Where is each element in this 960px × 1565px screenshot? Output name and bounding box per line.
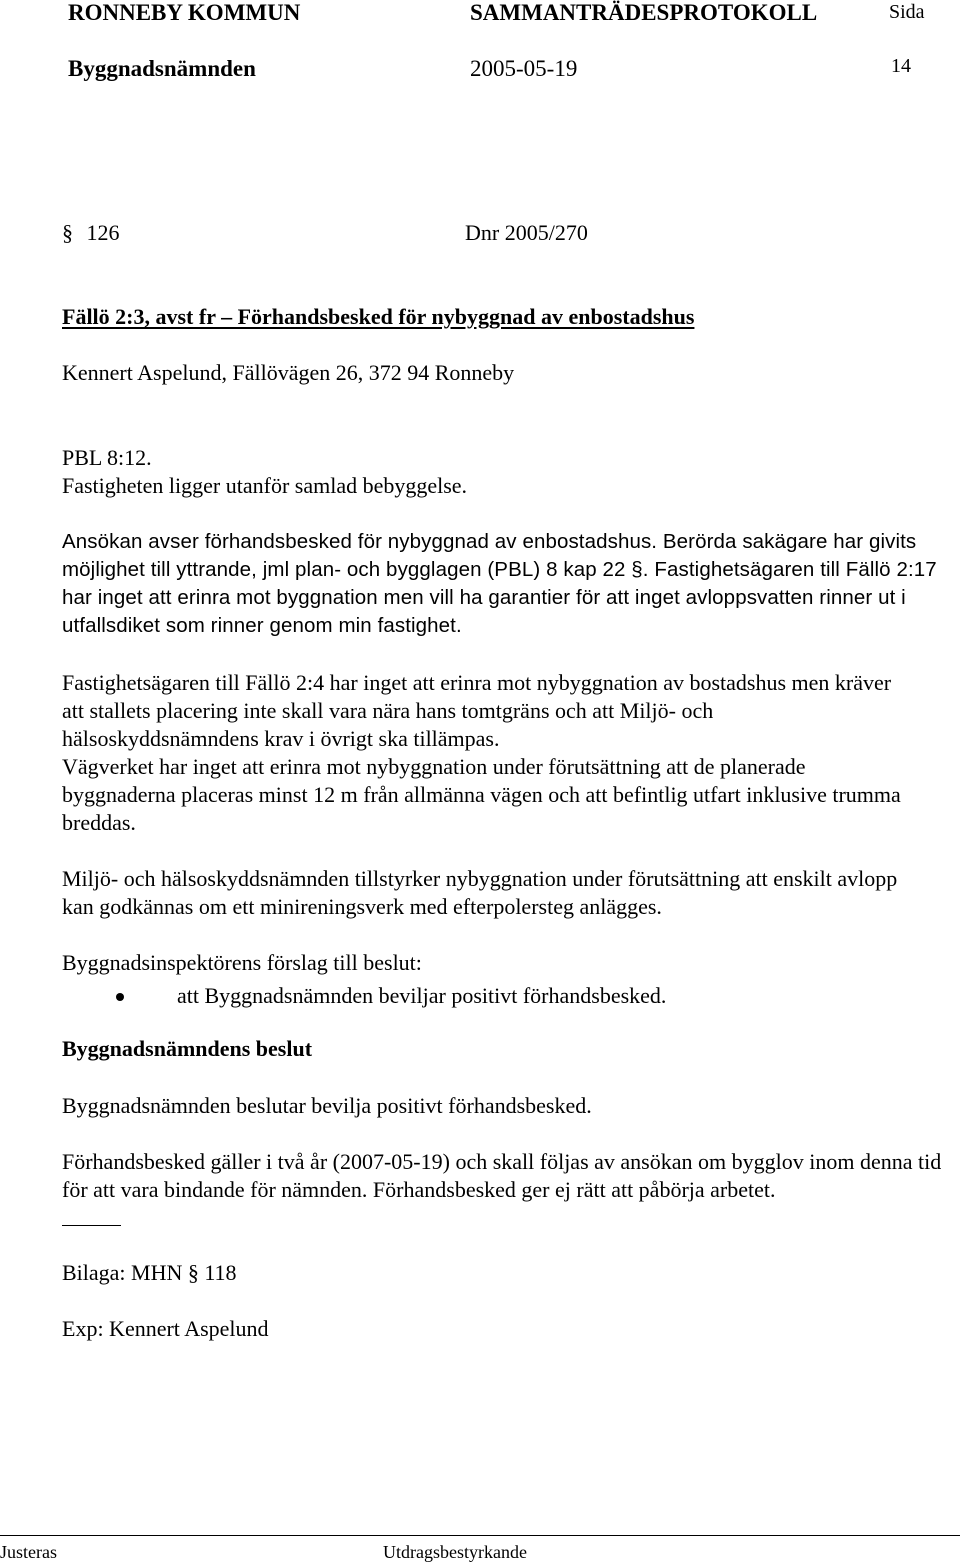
item-title: Fällö 2:3, avst fr – Förhandsbesked för nybyggnad av enbostadshus (62, 304, 695, 329)
bullet-icon (116, 993, 124, 1001)
page-label: Sida (889, 1, 925, 23)
separator-line (62, 1225, 121, 1226)
page-number: 14 (891, 55, 911, 77)
footer-rule (0, 1535, 960, 1536)
item-number-line (62, 220, 120, 246)
proposal-heading: Byggnadsinspektörens förslag till beslut: (62, 950, 422, 975)
environment-committee-statement: Miljö- och hälsoskyddsnämnden tillstyrker nybyggnation under förutsättning att enskilt avlopp kan godkännas om ett minireningsverk med efterpolersteg anlägges. (62, 866, 898, 919)
section-sign: § (62, 220, 73, 245)
property-location: Fastigheten ligger utanför samlad bebyggelse. (62, 473, 468, 498)
road-authority-statement: Vägverket har inget att erinra mot nybyggnation under förutsättning att de planerade byggnaderna placeras minst 12 m från allmänna vägen och att befintlig utfart inklusive trumma breddas. (62, 754, 901, 835)
attachment-reference: Bilaga: MHN § 118 (62, 1260, 237, 1285)
decision-text: Byggnadsnämnden beslutar bevilja positivt förhandsbesked. (62, 1093, 592, 1118)
validity-paragraph: Förhandsbesked gäller i två år (2007-05-19) och skall följas av ansökan om bygglov inom denna tid för att vara bindande för nämnden. Förhandsbesked ger ej rätt att påbörja arbetet. (62, 1149, 942, 1202)
proposal-item: att Byggnadsnämnden beviljar positivt förhandsbesked. (177, 983, 667, 1008)
document-type: SAMMANTRÄDESPROTOKOLL (470, 0, 818, 25)
dispatch-recipient: Exp: Kennert Aspelund (62, 1316, 269, 1341)
applicant: Kennert Aspelund, Fällövägen 26, 372 94 Ronneby (62, 360, 515, 385)
neighbour-statement: Fastighetsägaren till Fällö 2:4 har inget att erinra mot nybyggnation av bostadshus men kräver att stallets placering inte skall vara nära hans tomtgräns och att Miljö- och hälsoskyddsnämndens krav i övrigt ska tillämpas. (62, 670, 892, 751)
org-name: RONNEBY KOMMUN (68, 0, 301, 25)
meeting-date: 2005-05-19 (470, 56, 578, 81)
application-paragraph: Ansökan avser förhandsbesked för nybyggnad av enbostadshus. Berörda sakägare har givits möjlighet till yttrande, jml plan- och bygglagen (PBL) 8 kap 22 §. Fastighetsägaren till Fällö 2:17 har inget att erinra mot byggnation men vill ha garantier för att inget avloppsvatten rinner ut i utfallsdiket som rinner genom min fastighet. (62, 530, 937, 637)
footer-utdragsbestyrkande: Utdragsbestyrkande (383, 1542, 527, 1562)
item-number: 126 (86, 220, 120, 245)
diary-number: Dnr 2005/270 (465, 220, 588, 245)
pbl-reference: PBL 8:12. (62, 445, 152, 470)
decision-heading: Byggnadsnämndens beslut (62, 1036, 313, 1061)
committee-name: Byggnadsnämnden (68, 56, 256, 81)
footer-justeras: Justeras (0, 1542, 57, 1562)
